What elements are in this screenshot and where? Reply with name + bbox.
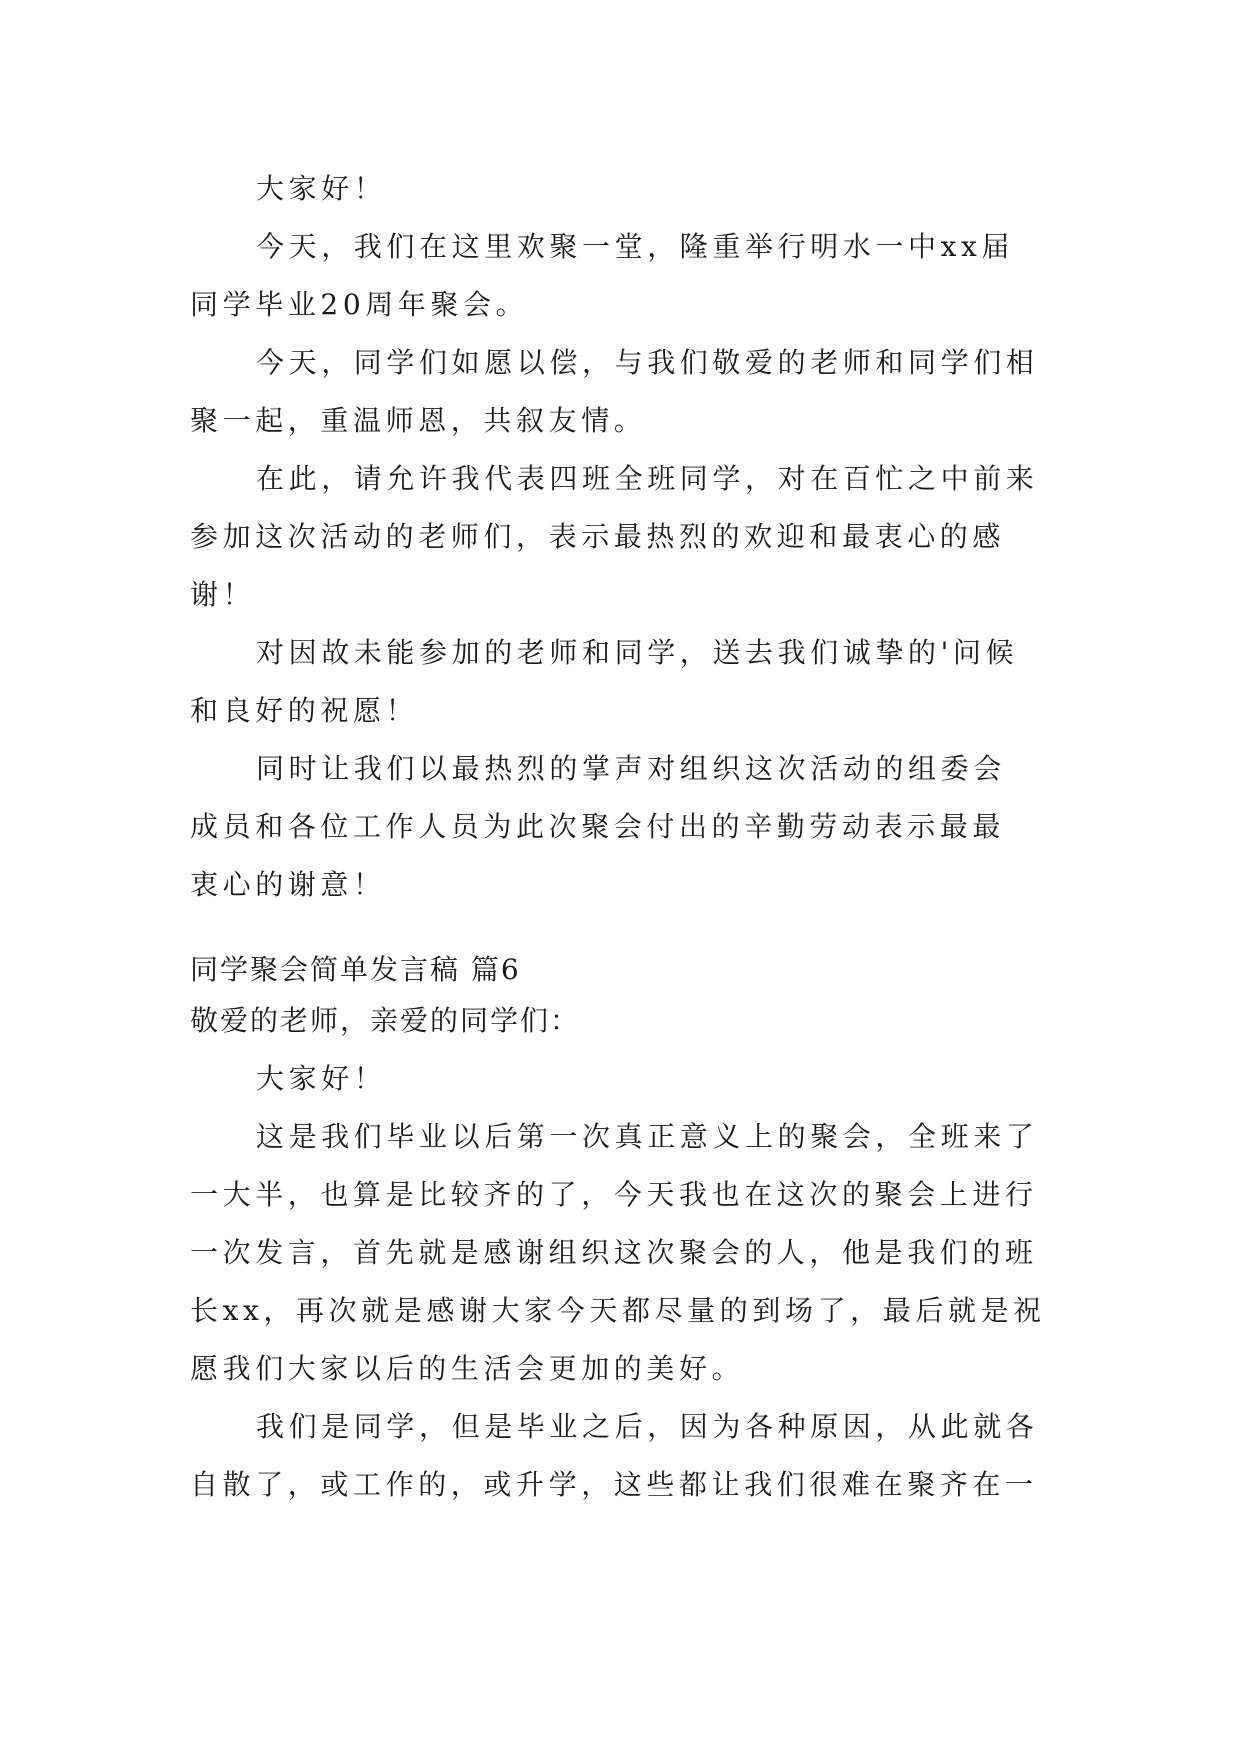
paragraph-line: 在此，请允许我代表四班全班同学，对在百忙之中前来	[256, 462, 1039, 495]
section-title: 同学聚会简单发言稿 篇6	[190, 953, 521, 986]
paragraph-line: 成员和各位工作人员为此次聚会付出的辛勤劳动表示最最	[190, 810, 1006, 843]
paragraph-line: 今天，我们在这里欢聚一堂，隆重举行明水一中xx届	[256, 230, 1014, 263]
paragraph-line: 同时让我们以最热烈的掌声对组织这次活动的组委会	[256, 752, 1006, 785]
section-spacer	[190, 914, 1050, 948]
paragraph-line: 一次发言，首先就是感谢组织这次聚会的人，他是我们的班	[190, 1236, 1038, 1269]
paragraph-line: 愿我们大家以后的生活会更加的美好。	[190, 1352, 745, 1385]
paragraph-line: 自散了，或工作的，或升学，这些都让我们很难在聚齐在一	[190, 1468, 1038, 1501]
paragraph-line: 聚一起，重温师恩，共叙友情。	[190, 404, 647, 437]
paragraph-line: 参加这次活动的老师们，表示最热烈的欢迎和最衷心的感	[190, 520, 1006, 553]
document-page	[190, 160, 1050, 1514]
salutation: 敬爱的老师，亲爱的同学们：	[190, 1004, 581, 1037]
paragraph-line: 同学毕业20周年聚会。	[190, 288, 529, 321]
paragraph-line: 这是我们毕业以后第一次真正意义上的聚会，全班来了	[256, 1120, 1039, 1153]
paragraph-line: 谢！	[190, 578, 256, 611]
paragraph-line: 今天，同学们如愿以偿，与我们敬爱的老师和同学们相	[256, 346, 1039, 379]
paragraph-line: 对因故未能参加的老师和同学，送去我们诚挚的'问候	[256, 636, 1019, 669]
greeting: 大家好！	[256, 172, 387, 205]
paragraph-line: 衷心的谢意！	[190, 868, 386, 901]
paragraph-line: 一大半，也算是比较齐的了，今天我也在这次的聚会上进行	[190, 1178, 1038, 1211]
greeting: 大家好！	[256, 1062, 387, 1095]
paragraph-line: 长xx，再次就是感谢大家今天都尽量的到场了，最后就是祝	[190, 1294, 1046, 1327]
paragraph-line: 我们是同学，但是毕业之后，因为各种原因，从此就各	[256, 1410, 1039, 1443]
paragraph-line: 和良好的祝愿！	[190, 694, 419, 727]
